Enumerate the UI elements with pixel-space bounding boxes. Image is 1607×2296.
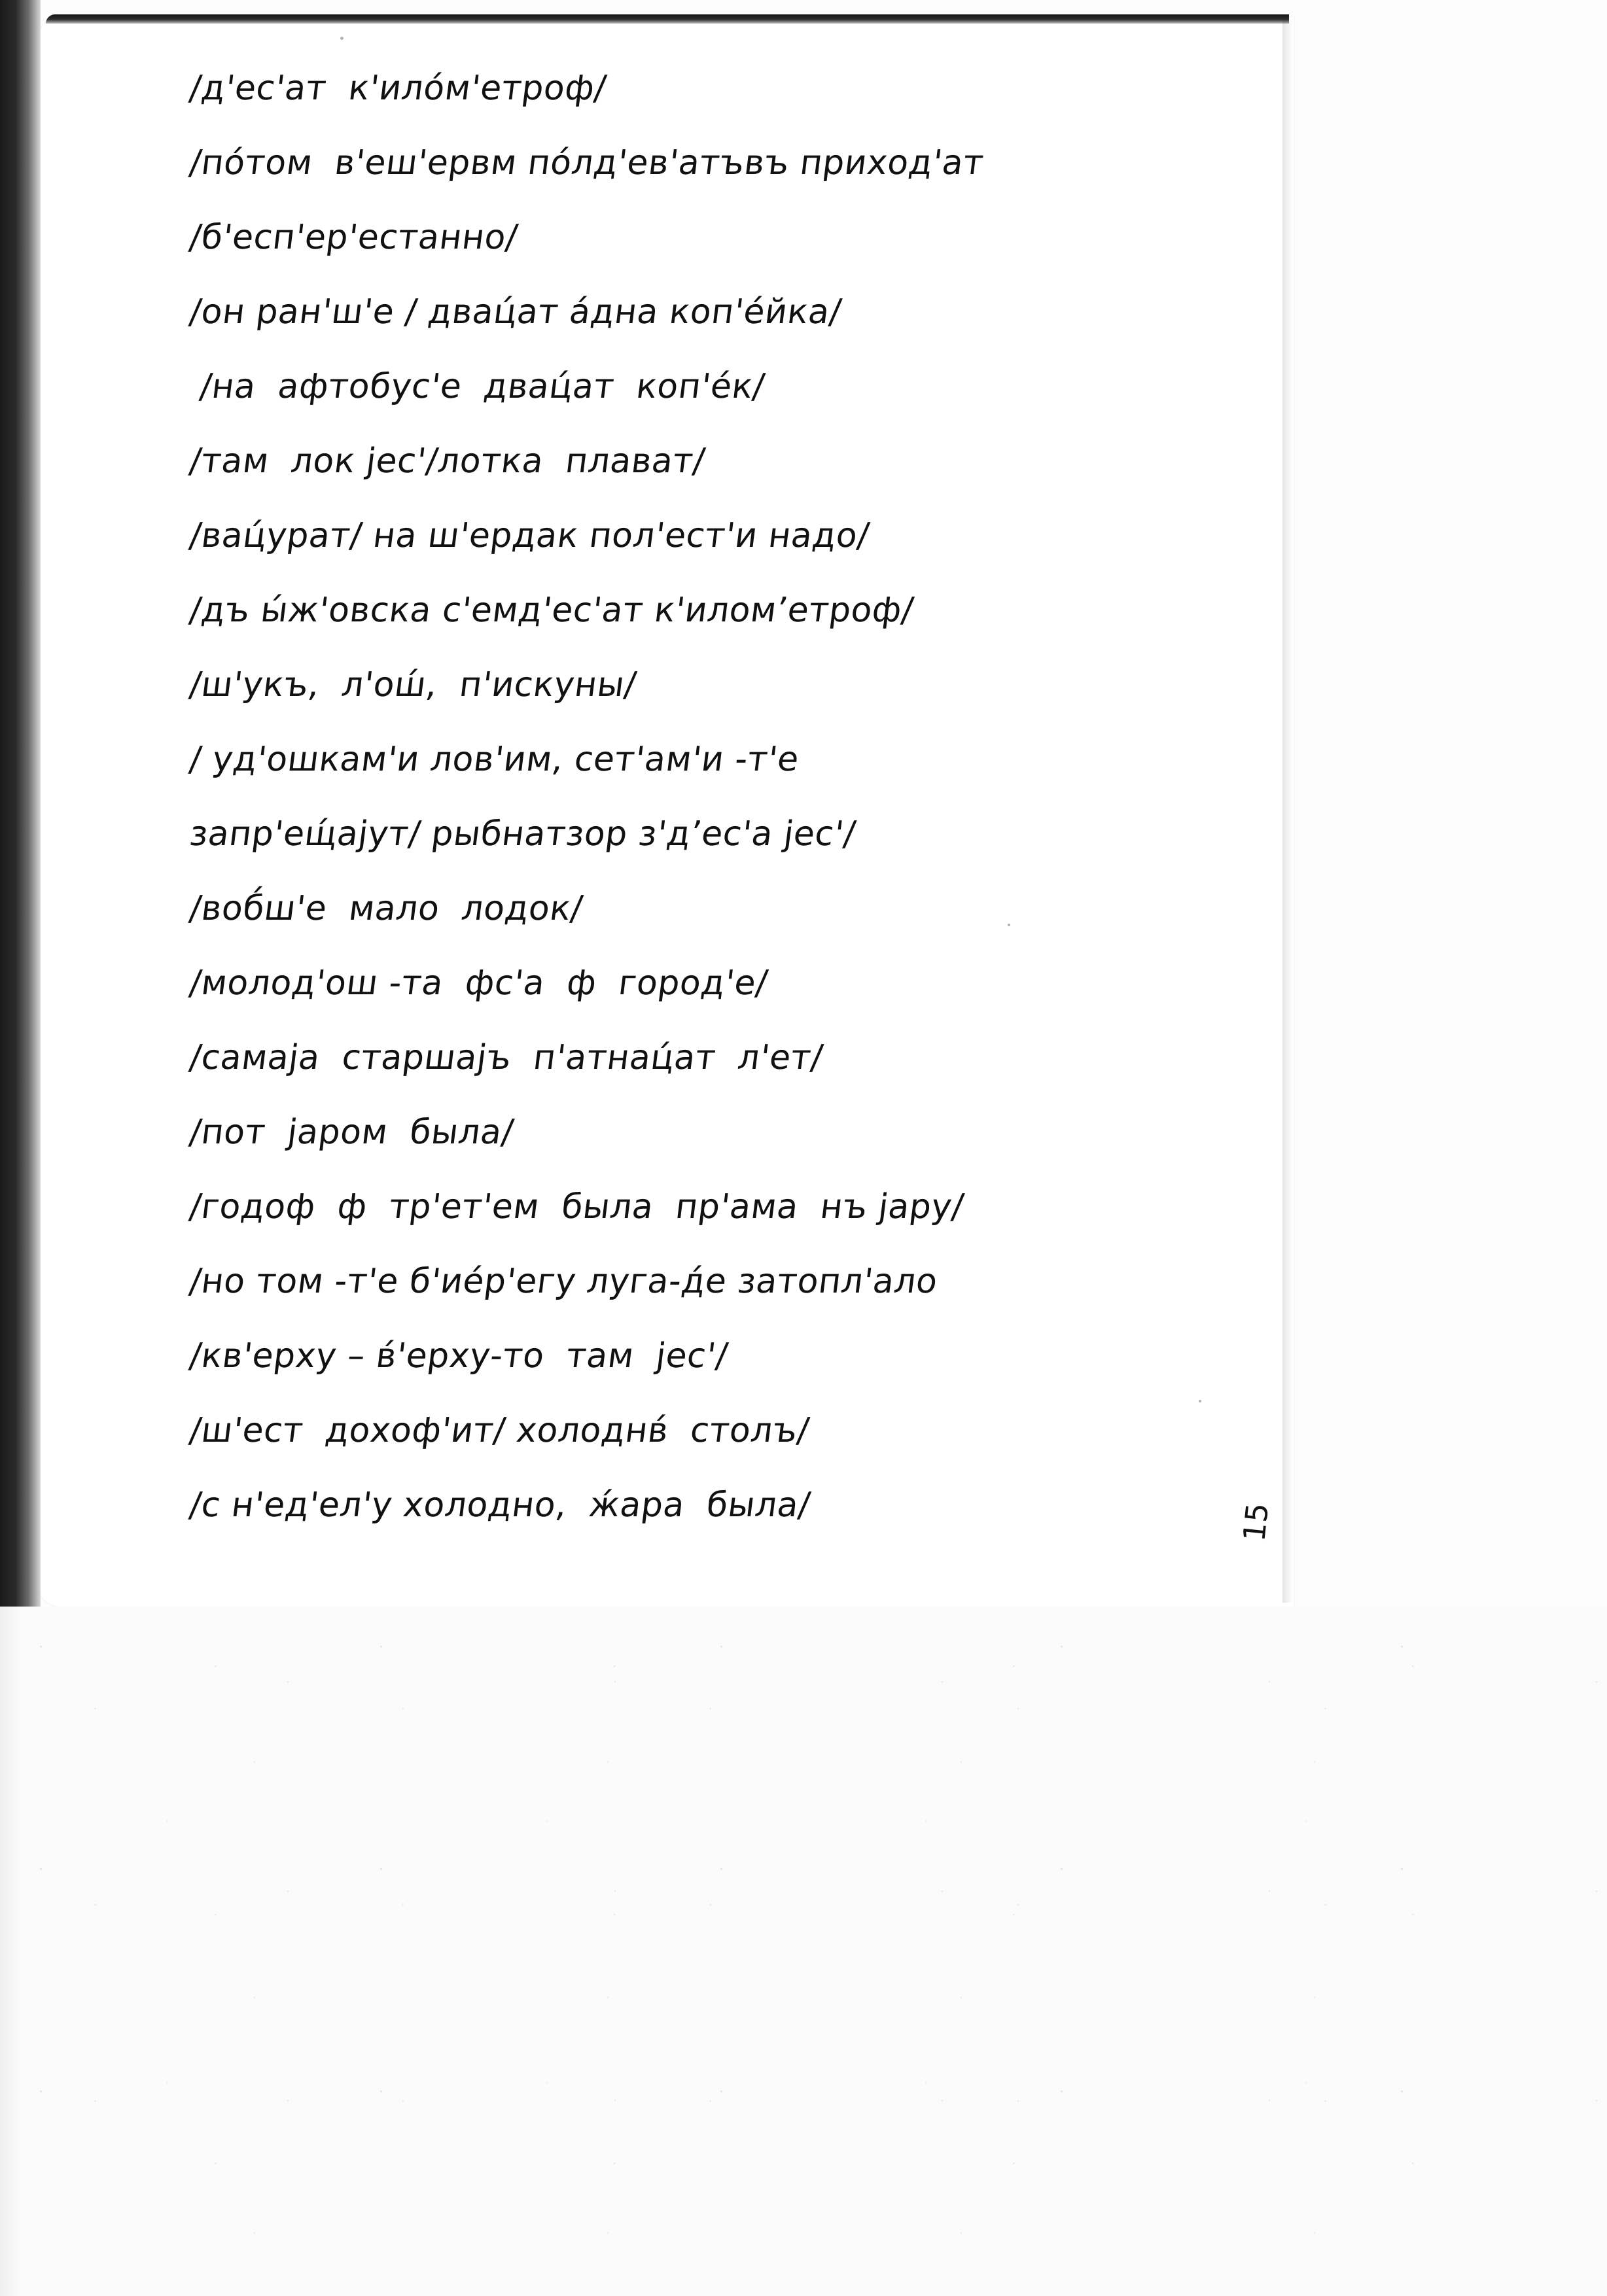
- page-number: 15: [1236, 1501, 1276, 1543]
- transcription-line: /на афтобус'е двац́ат коп'е́к/: [198, 367, 768, 406]
- scan-speckle-texture: [0, 1607, 1607, 2296]
- transcription-line: /молод'ош -та фс'а ф город'е/: [187, 964, 770, 1003]
- transcription-line: /вац́урат/ на ш'ердак пол'ест'и надо/: [187, 516, 872, 555]
- scan-lower-left-edge: [0, 1607, 20, 2296]
- transcription-line: /но том -т'е б'ие́р'егу луга-д́е затопл'ало: [187, 1262, 940, 1301]
- transcription-line: /воб́ш'е мало лодок/: [187, 889, 586, 928]
- transcription-line: /ш'укъ, л'ош́, п'искуны/: [187, 665, 639, 704]
- transcription-line: /дъ ы́ж'овска с'емд'ес'ат к'иломʼетроф/: [187, 591, 916, 630]
- transcription-text-block: [187, 51, 1341, 1542]
- transcription-line: /ш'ест дохоф'ит/ холоднв́ столъ/: [187, 1411, 812, 1450]
- scanner-background-lower: [0, 1607, 1607, 2296]
- transcription-line: /б'есп'ер'естанно/: [187, 218, 520, 257]
- transcription-line: /кв'ерху – в́'ерху-то там jес'/: [187, 1336, 730, 1376]
- page-top-binding-edge: [46, 14, 1289, 24]
- transcription-line: /самаjа старшаjъ п'атнац́ат л'ет/: [187, 1038, 826, 1077]
- transcription-line: /пот jаром была/: [187, 1113, 516, 1152]
- transcription-line: /он ран'ш'е / двац́ат а́дна коп'е́йка/: [187, 292, 844, 332]
- transcription-line: / уд'ошкам'и лов'им, сет'ам'и -т'е: [187, 740, 802, 779]
- transcription-line: /там лок jес'/лотка плават/: [187, 442, 708, 481]
- scan-blemish: [340, 37, 344, 40]
- transcription-line: /д'ес'ат к'ило́м'етроф/: [187, 69, 609, 108]
- transcription-line: /с н'ед'ел'у холодно, ж́ара была/: [187, 1486, 813, 1525]
- transcription-line: /по́том в'еш'ервм по́лд'ев'атъвъ приход'ат: [187, 143, 986, 183]
- transcription-line: /годоф ф тр'ет'ем была пр'ама нъ jару/: [187, 1187, 966, 1226]
- transcription-line: запр'ещ́аjут/ рыбнатзор з'дʼес'а jес'/: [187, 814, 858, 854]
- scan-left-dark-edge: [0, 0, 41, 1629]
